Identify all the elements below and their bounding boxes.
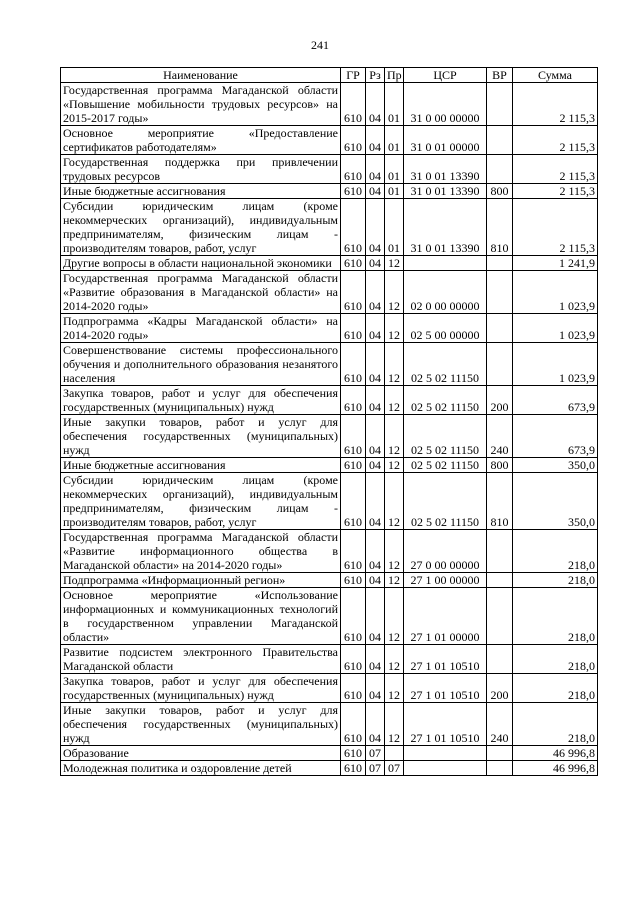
cell-name: Развитие подсистем электронного Правительства Магаданской области: [61, 645, 341, 674]
cell-csr: 02 5 02 11150: [404, 386, 487, 415]
table-row: [61, 473, 598, 530]
cell-csr: 27 1 01 10510: [404, 645, 487, 674]
cell-gr: 610: [341, 155, 366, 184]
cell-pr: 12: [385, 645, 404, 674]
cell-csr: 02 5 02 11150: [404, 458, 487, 473]
cell-csr: [404, 256, 487, 271]
cell-sum: 350,0: [513, 458, 598, 473]
column-header-sum: Сумма: [513, 68, 598, 83]
cell-sum: 1 241,9: [513, 256, 598, 271]
cell-rz: 04: [366, 588, 385, 645]
budget-table: [60, 67, 598, 776]
cell-gr: 610: [341, 126, 366, 155]
cell-sum: 1 023,9: [513, 343, 598, 386]
column-header-gr: ГР: [341, 68, 366, 83]
cell-name: Государственная программа Магаданской области «Развитие информационного общества в Магаданской области» на 2014-2020 годы»: [61, 530, 341, 573]
cell-sum: 218,0: [513, 530, 598, 573]
cell-csr: 02 5 02 11150: [404, 415, 487, 458]
cell-pr: 12: [385, 674, 404, 703]
cell-sum: 2 115,3: [513, 184, 598, 199]
cell-gr: 610: [341, 746, 366, 761]
cell-name: Государственная программа Магаданской области «Развитие образования в Магаданской области» на 2014-2020 годы»: [61, 271, 341, 314]
cell-rz: 04: [366, 703, 385, 746]
cell-name: Подпрограмма «Кадры Магаданской области» на 2014-2020 годы»: [61, 314, 341, 343]
cell-sum: 350,0: [513, 473, 598, 530]
cell-rz: 04: [366, 573, 385, 588]
table-row: [61, 386, 598, 415]
cell-vr: 200: [487, 386, 513, 415]
cell-name: Субсидии юридическим лицам (кроме некоммерческих организаций), индивидуальным предпринимателям, физическим лицам - производителям товаров, работ, услуг: [61, 473, 341, 530]
cell-pr: 12: [385, 703, 404, 746]
cell-pr: 01: [385, 155, 404, 184]
cell-name: Иные бюджетные ассигнования: [61, 458, 341, 473]
cell-pr: [385, 746, 404, 761]
cell-name: Закупка товаров, работ и услуг для обеспечения государственных (муниципальных) нужд: [61, 386, 341, 415]
cell-sum: 2 115,3: [513, 126, 598, 155]
cell-rz: 07: [366, 761, 385, 776]
cell-pr: 07: [385, 761, 404, 776]
cell-csr: 31 0 00 00000: [404, 83, 487, 126]
cell-rz: 04: [366, 645, 385, 674]
cell-csr: 31 0 01 13390: [404, 155, 487, 184]
cell-sum: 2 115,3: [513, 155, 598, 184]
table-row: [61, 761, 598, 776]
table-row: [61, 155, 598, 184]
cell-sum: 2 115,3: [513, 199, 598, 256]
cell-pr: 12: [385, 530, 404, 573]
column-header-name: Наименование: [61, 68, 341, 83]
cell-sum: 673,9: [513, 415, 598, 458]
cell-csr: 27 0 00 00000: [404, 530, 487, 573]
cell-csr: 02 0 00 00000: [404, 271, 487, 314]
cell-vr: [487, 530, 513, 573]
column-header-rz: Рз: [366, 68, 385, 83]
cell-sum: 218,0: [513, 573, 598, 588]
cell-rz: 07: [366, 746, 385, 761]
cell-name: Иные бюджетные ассигнования: [61, 184, 341, 199]
cell-vr: [487, 314, 513, 343]
cell-gr: 610: [341, 530, 366, 573]
cell-sum: 218,0: [513, 645, 598, 674]
table-body: [61, 83, 598, 776]
cell-name: Основное мероприятие «Предоставление сертификатов работодателям»: [61, 126, 341, 155]
cell-vr: [487, 155, 513, 184]
table-row: [61, 184, 598, 199]
cell-pr: 01: [385, 184, 404, 199]
cell-csr: 31 0 01 13390: [404, 199, 487, 256]
table-row: [61, 573, 598, 588]
cell-vr: [487, 271, 513, 314]
cell-pr: 01: [385, 83, 404, 126]
page-number: 241: [311, 38, 329, 52]
table-header-row: [61, 68, 598, 83]
cell-rz: 04: [366, 271, 385, 314]
cell-csr: 02 5 02 11150: [404, 473, 487, 530]
cell-csr: 27 1 00 00000: [404, 573, 487, 588]
cell-sum: 218,0: [513, 703, 598, 746]
cell-sum: 218,0: [513, 674, 598, 703]
cell-gr: 610: [341, 184, 366, 199]
cell-vr: 240: [487, 703, 513, 746]
cell-gr: 610: [341, 343, 366, 386]
cell-pr: 12: [385, 458, 404, 473]
cell-gr: 610: [341, 199, 366, 256]
cell-rz: 04: [366, 343, 385, 386]
cell-csr: 02 5 00 00000: [404, 314, 487, 343]
table-row: [61, 271, 598, 314]
cell-name: Совершенствование системы профессионального обучения и дополнительного образования незанятого населения: [61, 343, 341, 386]
cell-gr: 610: [341, 674, 366, 703]
cell-gr: 610: [341, 386, 366, 415]
column-header-pr: Пр: [385, 68, 404, 83]
table-row: [61, 674, 598, 703]
cell-sum: 46 996,8: [513, 746, 598, 761]
cell-name: Образование: [61, 746, 341, 761]
table-row: [61, 343, 598, 386]
cell-gr: 610: [341, 588, 366, 645]
cell-pr: 12: [385, 473, 404, 530]
table-row: [61, 703, 598, 746]
cell-pr: 12: [385, 573, 404, 588]
cell-gr: 610: [341, 458, 366, 473]
cell-gr: 610: [341, 83, 366, 126]
cell-rz: 04: [366, 415, 385, 458]
cell-gr: 610: [341, 415, 366, 458]
cell-gr: 610: [341, 473, 366, 530]
table-row: [61, 645, 598, 674]
cell-name: Государственная программа Магаданской области «Повышение мобильности трудовых ресурсов» на 2015-2017 годы»: [61, 83, 341, 126]
cell-pr: 12: [385, 271, 404, 314]
table-row: [61, 458, 598, 473]
cell-csr: 02 5 02 11150: [404, 343, 487, 386]
table-row: [61, 415, 598, 458]
table-row: [61, 314, 598, 343]
cell-gr: 610: [341, 256, 366, 271]
cell-name: Иные закупки товаров, работ и услуг для обеспечения государственных (муниципальных) нужд: [61, 703, 341, 746]
cell-gr: 610: [341, 645, 366, 674]
cell-sum: 1 023,9: [513, 271, 598, 314]
cell-rz: 04: [366, 530, 385, 573]
cell-rz: 04: [366, 458, 385, 473]
cell-name: Закупка товаров, работ и услуг для обеспечения государственных (муниципальных) нужд: [61, 674, 341, 703]
cell-name: Основное мероприятие «Использование информационных и коммуникационных технологий в государственном управлении Магаданской области»: [61, 588, 341, 645]
column-header-csr: ЦСР: [404, 68, 487, 83]
cell-rz: 04: [366, 256, 385, 271]
cell-csr: 27 1 01 00000: [404, 588, 487, 645]
cell-vr: 800: [487, 458, 513, 473]
cell-vr: [487, 256, 513, 271]
cell-rz: 04: [366, 155, 385, 184]
cell-rz: 04: [366, 184, 385, 199]
cell-name: Иные закупки товаров, работ и услуг для обеспечения государственных (муниципальных) нужд: [61, 415, 341, 458]
cell-vr: 200: [487, 674, 513, 703]
cell-csr: [404, 761, 487, 776]
cell-name: Государственная поддержка при привлечении трудовых ресурсов: [61, 155, 341, 184]
cell-name: Подпрограмма «Информационный регион»: [61, 573, 341, 588]
cell-sum: 218,0: [513, 588, 598, 645]
cell-rz: 04: [366, 126, 385, 155]
cell-csr: 27 1 01 10510: [404, 703, 487, 746]
cell-sum: 46 996,8: [513, 761, 598, 776]
cell-vr: 810: [487, 199, 513, 256]
cell-rz: 04: [366, 674, 385, 703]
cell-vr: [487, 761, 513, 776]
cell-vr: [487, 746, 513, 761]
table-row: [61, 126, 598, 155]
cell-vr: 810: [487, 473, 513, 530]
cell-csr: [404, 746, 487, 761]
cell-name: Другие вопросы в области национальной экономики: [61, 256, 341, 271]
cell-pr: 01: [385, 126, 404, 155]
cell-vr: [487, 645, 513, 674]
table-row: [61, 256, 598, 271]
cell-vr: [487, 83, 513, 126]
cell-csr: 27 1 01 10510: [404, 674, 487, 703]
cell-rz: 04: [366, 386, 385, 415]
cell-gr: 610: [341, 314, 366, 343]
cell-pr: 12: [385, 415, 404, 458]
cell-csr: 31 0 01 13390: [404, 184, 487, 199]
cell-vr: 240: [487, 415, 513, 458]
table-row: [61, 199, 598, 256]
cell-pr: 01: [385, 199, 404, 256]
cell-rz: 04: [366, 473, 385, 530]
cell-gr: 610: [341, 703, 366, 746]
cell-sum: 1 023,9: [513, 314, 598, 343]
cell-vr: [487, 126, 513, 155]
cell-name: Субсидии юридическим лицам (кроме некоммерческих организаций), индивидуальным предпринимателям, физическим лицам - производителям товаров, работ, услуг: [61, 199, 341, 256]
cell-vr: [487, 343, 513, 386]
cell-vr: [487, 588, 513, 645]
cell-rz: 04: [366, 314, 385, 343]
cell-pr: 12: [385, 343, 404, 386]
cell-vr: [487, 573, 513, 588]
cell-pr: 12: [385, 256, 404, 271]
table-row: [61, 530, 598, 573]
cell-pr: 12: [385, 386, 404, 415]
cell-rz: 04: [366, 83, 385, 126]
cell-pr: 12: [385, 588, 404, 645]
cell-vr: 800: [487, 184, 513, 199]
column-header-vr: ВР: [487, 68, 513, 83]
cell-gr: 610: [341, 761, 366, 776]
cell-pr: 12: [385, 314, 404, 343]
table-row: [61, 746, 598, 761]
cell-gr: 610: [341, 271, 366, 314]
cell-sum: 673,9: [513, 386, 598, 415]
cell-gr: 610: [341, 573, 366, 588]
cell-name: Молодежная политика и оздоровление детей: [61, 761, 341, 776]
cell-rz: 04: [366, 199, 385, 256]
table-row: [61, 588, 598, 645]
cell-csr: 31 0 01 00000: [404, 126, 487, 155]
table-row: [61, 83, 598, 126]
cell-sum: 2 115,3: [513, 83, 598, 126]
